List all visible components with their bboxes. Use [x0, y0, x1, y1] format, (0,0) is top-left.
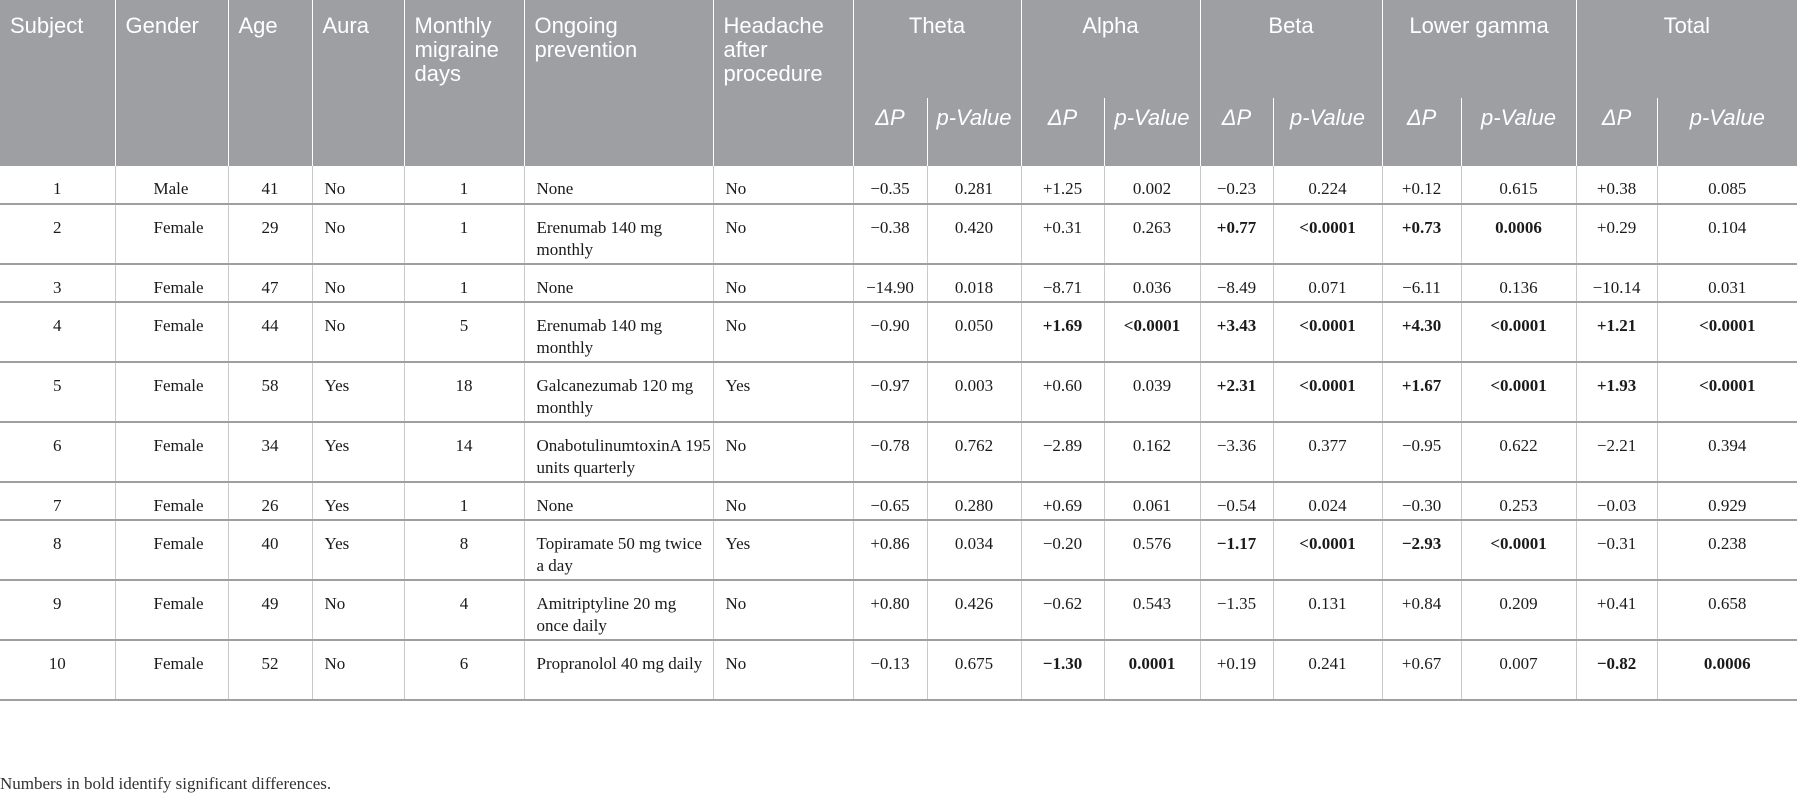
- cell-alpha-p: 0.002: [1104, 166, 1200, 204]
- cell-aura: No: [312, 302, 404, 362]
- col-aura: Aura: [312, 0, 404, 166]
- cell-aura: Yes: [312, 422, 404, 482]
- cell-beta-dp: −1.35: [1200, 580, 1273, 640]
- cell-gamma-p: <0.0001: [1461, 362, 1576, 422]
- col-headache-after-procedure: Headache after procedure: [713, 0, 853, 166]
- table-row: [0, 362, 1797, 422]
- cell-beta-p: <0.0001: [1273, 362, 1382, 422]
- cell-theta-p: 0.675: [927, 640, 1021, 700]
- cell-mmd: 14: [404, 422, 524, 482]
- cell-mmd: 1: [404, 264, 524, 302]
- cell-subject: 10: [0, 640, 115, 700]
- cell-beta-dp: +2.31: [1200, 362, 1273, 422]
- cell-beta-p: 0.377: [1273, 422, 1382, 482]
- cell-prevention: None: [524, 166, 713, 204]
- cell-subject: 1: [0, 166, 115, 204]
- cell-alpha-p: 0.162: [1104, 422, 1200, 482]
- cell-age: 26: [228, 482, 312, 520]
- cell-gamma-dp: −6.11: [1382, 264, 1461, 302]
- cell-gamma-dp: −2.93: [1382, 520, 1461, 580]
- cell-aura: Yes: [312, 482, 404, 520]
- table-row: [0, 166, 1797, 204]
- col-gender: Gender: [115, 0, 228, 166]
- cell-mmd: 4: [404, 580, 524, 640]
- cell-gamma-dp: −0.30: [1382, 482, 1461, 520]
- cell-gamma-p: 0.209: [1461, 580, 1576, 640]
- cell-subject: 6: [0, 422, 115, 482]
- cell-theta-dp: −0.78: [853, 422, 927, 482]
- cell-gamma-p: 0.136: [1461, 264, 1576, 302]
- table-row: [0, 640, 1797, 700]
- cell-theta-dp: −0.90: [853, 302, 927, 362]
- cell-total-p: 0.031: [1657, 264, 1797, 302]
- cell-alpha-p: 0.263: [1104, 204, 1200, 264]
- table-row: [0, 264, 1797, 302]
- theta-p-value-header: p-Value: [927, 98, 1021, 166]
- cell-theta-p: 0.426: [927, 580, 1021, 640]
- col-beta: Beta: [1200, 0, 1382, 98]
- cell-total-dp: −0.03: [1576, 482, 1657, 520]
- cell-total-p: <0.0001: [1657, 362, 1797, 422]
- cell-alpha-dp: +1.25: [1021, 166, 1104, 204]
- cell-subject: 7: [0, 482, 115, 520]
- cell-gamma-p: 0.622: [1461, 422, 1576, 482]
- cell-prevention: Galcanezumab 120 mg monthly: [524, 362, 713, 422]
- cell-total-dp: +0.29: [1576, 204, 1657, 264]
- cell-theta-dp: −0.38: [853, 204, 927, 264]
- beta-delta-p-header: ΔP: [1200, 98, 1273, 166]
- cell-subject: 9: [0, 580, 115, 640]
- cell-aura: Yes: [312, 520, 404, 580]
- cell-theta-dp: −0.13: [853, 640, 927, 700]
- cell-beta-p: 0.131: [1273, 580, 1382, 640]
- cell-alpha-p: 0.0001: [1104, 640, 1200, 700]
- table-footnote: Numbers in bold identify significant differences.: [0, 774, 332, 793]
- total-p-value-header: p-Value: [1657, 98, 1797, 166]
- cell-total-p: 0.238: [1657, 520, 1797, 580]
- cell-gender: Female: [115, 482, 228, 520]
- cell-headache: No: [713, 580, 853, 640]
- cell-age: 41: [228, 166, 312, 204]
- cell-headache: No: [713, 482, 853, 520]
- cell-alpha-dp: −0.62: [1021, 580, 1104, 640]
- cell-theta-p: 0.762: [927, 422, 1021, 482]
- cell-age: 47: [228, 264, 312, 302]
- cell-gamma-dp: −0.95: [1382, 422, 1461, 482]
- cell-mmd: 6: [404, 640, 524, 700]
- cell-total-dp: −0.82: [1576, 640, 1657, 700]
- cell-total-p: <0.0001: [1657, 302, 1797, 362]
- cell-gender: Female: [115, 362, 228, 422]
- cell-beta-p: 0.224: [1273, 166, 1382, 204]
- cell-prevention: None: [524, 482, 713, 520]
- total-delta-p-header: ΔP: [1576, 98, 1657, 166]
- cell-theta-p: 0.034: [927, 520, 1021, 580]
- cell-theta-dp: −0.65: [853, 482, 927, 520]
- cell-alpha-dp: +0.60: [1021, 362, 1104, 422]
- cell-beta-dp: −8.49: [1200, 264, 1273, 302]
- cell-beta-dp: +0.77: [1200, 204, 1273, 264]
- cell-gamma-p: 0.253: [1461, 482, 1576, 520]
- cell-beta-dp: −0.54: [1200, 482, 1273, 520]
- cell-prevention: Erenumab 140 mg monthly: [524, 204, 713, 264]
- cell-gender: Female: [115, 302, 228, 362]
- table-row: [0, 520, 1797, 580]
- cell-age: 34: [228, 422, 312, 482]
- cell-beta-p: <0.0001: [1273, 204, 1382, 264]
- table-row: [0, 580, 1797, 640]
- cell-beta-p: <0.0001: [1273, 520, 1382, 580]
- cell-beta-p: 0.241: [1273, 640, 1382, 700]
- cell-subject: 2: [0, 204, 115, 264]
- cell-age: 44: [228, 302, 312, 362]
- cell-mmd: 8: [404, 520, 524, 580]
- cell-alpha-p: 0.576: [1104, 520, 1200, 580]
- cell-total-dp: −10.14: [1576, 264, 1657, 302]
- cell-gamma-dp: +0.73: [1382, 204, 1461, 264]
- cell-beta-p: 0.071: [1273, 264, 1382, 302]
- cell-beta-dp: −0.23: [1200, 166, 1273, 204]
- cell-gamma-dp: +4.30: [1382, 302, 1461, 362]
- cell-mmd: 1: [404, 204, 524, 264]
- cell-beta-p: 0.024: [1273, 482, 1382, 520]
- cell-mmd: 1: [404, 482, 524, 520]
- cell-theta-dp: −0.35: [853, 166, 927, 204]
- cell-beta-p: <0.0001: [1273, 302, 1382, 362]
- cell-age: 58: [228, 362, 312, 422]
- cell-alpha-p: 0.543: [1104, 580, 1200, 640]
- gamma-p-value-header: p-Value: [1461, 98, 1576, 166]
- cell-total-dp: −0.31: [1576, 520, 1657, 580]
- cell-theta-p: 0.018: [927, 264, 1021, 302]
- cell-gamma-dp: +1.67: [1382, 362, 1461, 422]
- cell-total-dp: +0.38: [1576, 166, 1657, 204]
- cell-theta-p: 0.003: [927, 362, 1021, 422]
- theta-delta-p-header: ΔP: [853, 98, 927, 166]
- cell-theta-dp: +0.80: [853, 580, 927, 640]
- cell-total-dp: +0.41: [1576, 580, 1657, 640]
- cell-aura: No: [312, 204, 404, 264]
- cell-headache: No: [713, 302, 853, 362]
- cell-gender: Female: [115, 422, 228, 482]
- cell-gamma-p: 0.007: [1461, 640, 1576, 700]
- cell-gender: Male: [115, 166, 228, 204]
- cell-alpha-dp: −0.20: [1021, 520, 1104, 580]
- cell-alpha-dp: −1.30: [1021, 640, 1104, 700]
- cell-subject: 5: [0, 362, 115, 422]
- cell-total-p: 0.929: [1657, 482, 1797, 520]
- col-lower-gamma: Lower gamma: [1382, 0, 1576, 98]
- cell-subject: 3: [0, 264, 115, 302]
- cell-total-dp: −2.21: [1576, 422, 1657, 482]
- cell-gamma-p: <0.0001: [1461, 520, 1576, 580]
- beta-p-value-header: p-Value: [1273, 98, 1382, 166]
- cell-subject: 4: [0, 302, 115, 362]
- cell-theta-p: 0.420: [927, 204, 1021, 264]
- cell-age: 52: [228, 640, 312, 700]
- cell-headache: No: [713, 204, 853, 264]
- cell-alpha-dp: −2.89: [1021, 422, 1104, 482]
- cell-total-p: 0.394: [1657, 422, 1797, 482]
- table-row: [0, 302, 1797, 362]
- cell-prevention: None: [524, 264, 713, 302]
- cell-beta-dp: −1.17: [1200, 520, 1273, 580]
- cell-prevention: Amitriptyline 20 mg once daily: [524, 580, 713, 640]
- cell-theta-dp: +0.86: [853, 520, 927, 580]
- cell-prevention: Topiramate 50 mg twice a day: [524, 520, 713, 580]
- cell-headache: No: [713, 422, 853, 482]
- gamma-delta-p-header: ΔP: [1382, 98, 1461, 166]
- cell-subject: 8: [0, 520, 115, 580]
- cell-beta-dp: −3.36: [1200, 422, 1273, 482]
- cell-alpha-p: 0.036: [1104, 264, 1200, 302]
- cell-theta-dp: −0.97: [853, 362, 927, 422]
- cell-total-dp: +1.21: [1576, 302, 1657, 362]
- cell-alpha-p: 0.039: [1104, 362, 1200, 422]
- cell-total-dp: +1.93: [1576, 362, 1657, 422]
- cell-prevention: Propranolol 40 mg daily: [524, 640, 713, 700]
- col-age: Age: [228, 0, 312, 166]
- col-alpha: Alpha: [1021, 0, 1200, 98]
- col-ongoing-prevention: Ongoing prevention: [524, 0, 713, 166]
- alpha-delta-p-header: ΔP: [1021, 98, 1104, 166]
- alpha-p-value-header: p-Value: [1104, 98, 1200, 166]
- table-row: [0, 422, 1797, 482]
- cell-alpha-dp: −8.71: [1021, 264, 1104, 302]
- cell-headache: Yes: [713, 362, 853, 422]
- cell-headache: Yes: [713, 520, 853, 580]
- cell-beta-dp: +0.19: [1200, 640, 1273, 700]
- cell-mmd: 18: [404, 362, 524, 422]
- cell-total-p: 0.658: [1657, 580, 1797, 640]
- cell-gender: Female: [115, 580, 228, 640]
- cell-mmd: 1: [404, 166, 524, 204]
- cell-theta-p: 0.280: [927, 482, 1021, 520]
- cell-gender: Female: [115, 204, 228, 264]
- cell-mmd: 5: [404, 302, 524, 362]
- cell-gamma-p: 0.0006: [1461, 204, 1576, 264]
- table-row: [0, 482, 1797, 520]
- cell-alpha-dp: +1.69: [1021, 302, 1104, 362]
- cell-theta-dp: −14.90: [853, 264, 927, 302]
- header-row: [0, 0, 1797, 98]
- cell-total-p: 0.104: [1657, 204, 1797, 264]
- cell-age: 40: [228, 520, 312, 580]
- cell-total-p: 0.085: [1657, 166, 1797, 204]
- cell-aura: No: [312, 166, 404, 204]
- cell-gender: Female: [115, 264, 228, 302]
- cell-gamma-dp: +0.67: [1382, 640, 1461, 700]
- cell-gender: Female: [115, 640, 228, 700]
- col-theta: Theta: [853, 0, 1021, 98]
- cell-aura: Yes: [312, 362, 404, 422]
- cell-headache: No: [713, 264, 853, 302]
- cell-alpha-dp: +0.31: [1021, 204, 1104, 264]
- cell-prevention: Erenumab 140 mg monthly: [524, 302, 713, 362]
- cell-aura: No: [312, 580, 404, 640]
- col-subject: Subject: [0, 0, 115, 166]
- cell-aura: No: [312, 264, 404, 302]
- cell-alpha-p: 0.061: [1104, 482, 1200, 520]
- cell-theta-p: 0.281: [927, 166, 1021, 204]
- cell-headache: No: [713, 166, 853, 204]
- table-row: [0, 204, 1797, 264]
- cell-alpha-dp: +0.69: [1021, 482, 1104, 520]
- cell-beta-dp: +3.43: [1200, 302, 1273, 362]
- cell-prevention: OnabotulinumtoxinA 195 units quarterly: [524, 422, 713, 482]
- cell-gamma-p: 0.615: [1461, 166, 1576, 204]
- cell-aura: No: [312, 640, 404, 700]
- cell-total-p: 0.0006: [1657, 640, 1797, 700]
- cell-theta-p: 0.050: [927, 302, 1021, 362]
- cell-gamma-dp: +0.12: [1382, 166, 1461, 204]
- cell-gamma-dp: +0.84: [1382, 580, 1461, 640]
- cell-age: 49: [228, 580, 312, 640]
- cell-gamma-p: <0.0001: [1461, 302, 1576, 362]
- col-total: Total: [1576, 0, 1797, 98]
- cell-age: 29: [228, 204, 312, 264]
- col-monthly-migraine-days: Monthly migraine days: [404, 0, 524, 166]
- cell-headache: No: [713, 640, 853, 700]
- cell-gender: Female: [115, 520, 228, 580]
- cell-alpha-p: <0.0001: [1104, 302, 1200, 362]
